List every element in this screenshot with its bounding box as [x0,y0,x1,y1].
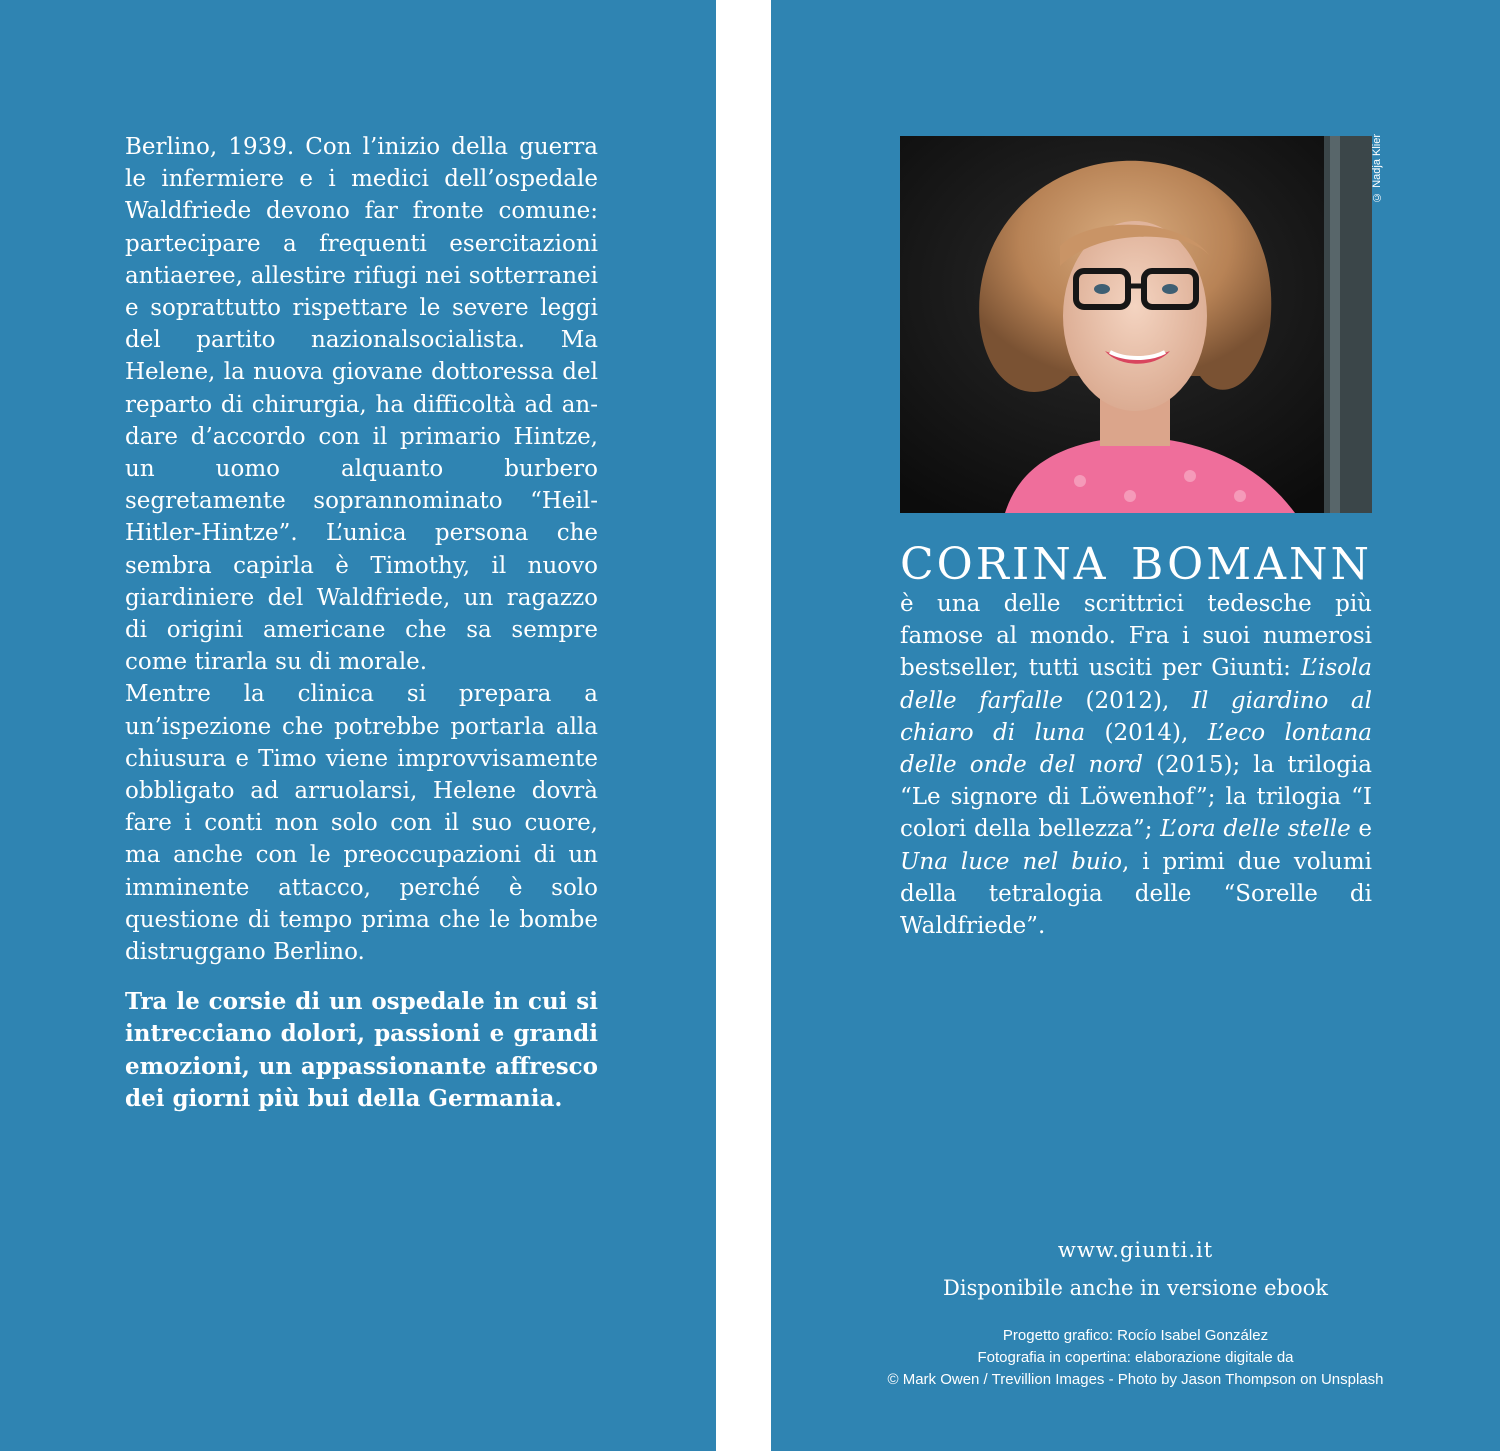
author-photo [900,136,1372,513]
design-credits [771,1325,1500,1391]
credit-line: Fotografia in copertina: elaborazione digitale da [977,1349,1294,1366]
left-flap [0,0,716,1451]
synopsis-text [125,131,598,1115]
author-bio [900,588,1372,942]
author-portrait-image [900,136,1372,513]
right-flap [771,0,1500,1451]
author-name: CORINA BOMANN [900,539,1372,590]
credit-line: Progetto grafico: Rocío Isabel González [1002,1327,1269,1344]
synopsis-tagline: Tra le corsie di un ospedale in cui si intrecciano dolori, passioni e grandi emozioni, un appassionante affresco dei giorni più bui della Germania. [125,988,598,1112]
publisher-website-link[interactable]: www.giunti.it [1057,1238,1214,1262]
author-bio-text: è una delle scrittrici tedesche più famose al mondo. Fra i suoi numerosi bestseller, tutti usciti per Giunti: L’isola delle farfalle (2012), Il giardino al chiaro di luna (2014), L’eco lontana delle onde del nord (2015); la trilogia “Le signore di Löwenhof”; la trilogia “I colori della bellezza”; L’ora delle stelle e Una luce nel buio, i primi due volumi della tetralogia delle “Sorelle di Waldfriede”. [900,591,1373,940]
ebook-availability-note: Disponibile anche in versione ebook [943,1276,1328,1300]
synopsis-body: Berlino, 1939. Con l’inizio della guerra le infermiere e i medici dell’ospedale Waldfriede devono far fronte comune: partecipare a frequenti esercitazioni antiaeree, allestire rifugi nei sotterranei e soprattutto rispettare le severe leggi del partito nazionalsocialista. Ma Helene, la nuova giovane dottoressa del reparto di chirurgia, ha difficoltà ad andare d’accordo con il primario Hintze, un uomo alquanto burbero segretamente soprannominato “Heil-Hitler-Hintze”. L’unica persona che sembra capirla è Timothy, il nuovo giardiniere del Waldfriede, un ragazzo di origini americane che sa sempre come tirarla su di morale. Mentre la clinica si prepara a un’ispezione che potrebbe portarla alla chiusura e Timo viene improvvisamente obbligato ad arruolarsi, Helene dovrà fare i conti non solo con il suo cuore, ma anche con le preoccupazioni di un imminente attacco, perché è solo questione di tempo prima che le bombe distruggano Berlino. [125,134,598,966]
credit-line: © Mark Owen / Trevillion Images - Photo by Jason Thompson on Unsplash [887,1371,1384,1388]
photo-credit: © Nadja Klier [1371,134,1383,203]
